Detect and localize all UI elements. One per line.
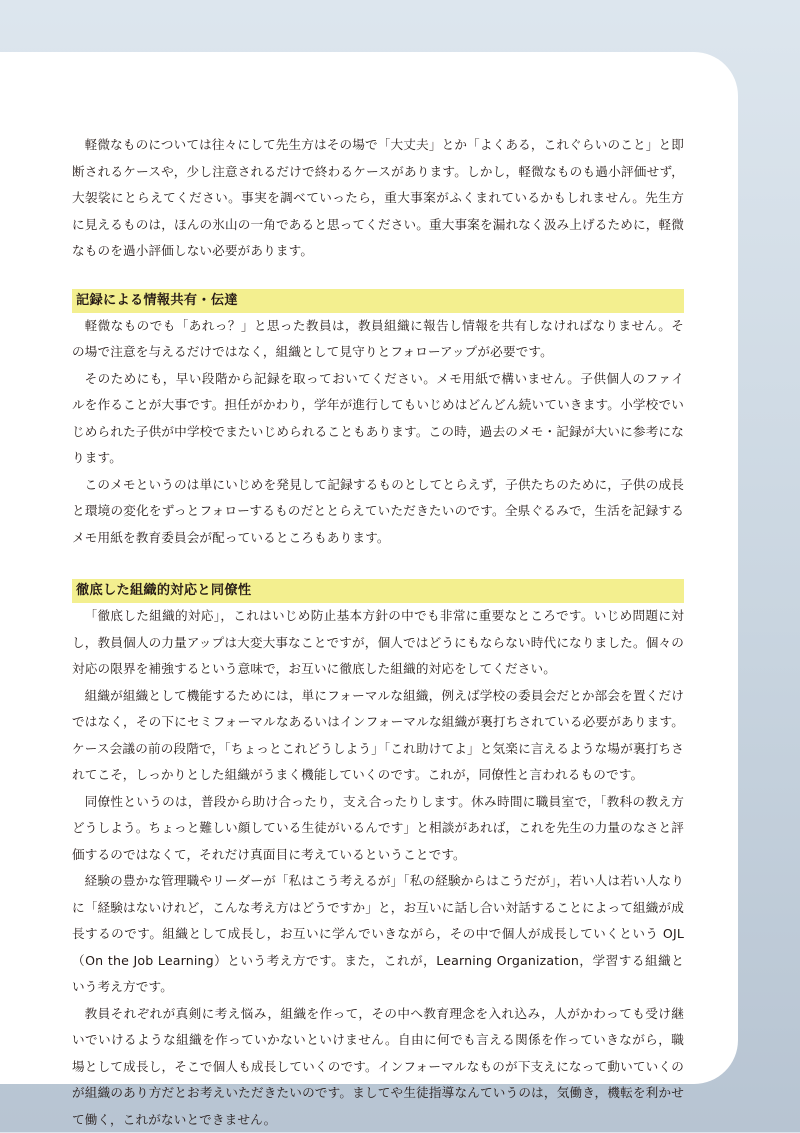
organization-paragraph-3: 同僚性というのは，普段から助け合ったり，支え合ったりします。休み時間に職員室で，「教科の教え方どうしよう。ちょっと難しい顔している生徒がいるんです」と相談があれば，これを先生の力量のなさと評価するのではなくて，それだけ真面目に考えているということです。 [72,789,684,869]
organization-paragraph-5: 教員それぞれが真剣に考え悩み，組織を作って，その中へ教育理念を入れ込み，人がかわっても受け継いでいけるような組織を作っていかないといけません。自由に何でも言える関係を作っていきながら，職場として成長し，そこで個人も成長していくのです。インフォーマルなものが下支えになって動いていくのが組織のあり方だとお考えいただきたいのです。ましてや生徒指導なんていうのは，気働き，機転を利かせて働く，これがないとできません。 [72,1001,684,1133]
section-heading-records: 記録による情報共有・伝達 [72,289,684,313]
organization-paragraph-1: 「徹底した組織的対応」，これはいじめ防止基本方針の中でも非常に重要なところです。いじめ問題に対し，教員個人の力量アップは大変大事なことですが，個人ではどうにもならない時代になりました。個々の対応の限界を補強するという意味で，お互いに徹底した組織的対応をしてください。 [72,603,684,683]
document-page [0,52,738,1084]
section-heading-organization: 徹底した組織的対応と同僚性 [72,579,684,603]
organization-paragraph-2: 組織が組織として機能するためには，単にフォーマルな組織，例えば学校の委員会だとか部会を置くだけではなく，その下にセミフォーマルなあるいはインフォーマルな組織が裏打ちされている必要があります。ケース会議の前の段階で，「ちょっとこれどうしよう」「これ助けてよ」と気楽に言えるような場が裏打ちされてこそ，しっかりとした組織がうまく機能していくのです。これが，同僚性と言われるものです。 [72,683,684,789]
organization-paragraph-4: 経験の豊かな管理職やリーダーが「私はこう考えるが」「私の経験からはこうだが」，若い人は若い人なりに「経験はないけれど，こんな考え方はどうですか」と，お互いに話し合い対話することによって組織が成長するのです。組織として成長し，お互いに学んでいきながら，その中で個人が成長していくという OJL（On the Job Learning）という考え方です。また，これが，Learning Organization，学習する組織という考え方です。 [72,868,684,1001]
records-paragraph-1: 軽微なものでも「あれっ？」と思った教員は，教員組織に報告し情報を共有しなければなりません。その場で注意を与えるだけではなく，組織として見守りとフォローアップが必要です。 [72,313,684,366]
records-paragraph-2: そのためにも，早い段階から記録を取っておいてください。メモ用紙で構いません。子供個人のファイルを作ることが大事です。担任がかわり，学年が進行してもいじめはどんどん続いていきます。小学校でいじめられた子供が中学校でまたいじめられることもあります。この時，過去のメモ・記録が大いに参考になります。 [72,366,684,472]
records-paragraph-3: このメモというのは単にいじめを発見して記録するものとしてとらえず，子供たちのために，子供の成長と環境の変化をずっとフォローするものだととらえていただきたいのです。全県ぐるみで，生活を記録するメモ用紙を教育委員会が配っているところもあります。 [72,472,684,552]
document-body [72,132,684,1133]
intro-paragraph: 軽微なものについては往々にして先生方はその場で「大丈夫」とか「よくある，これぐらいのこと」と即断されるケースや，少し注意されるだけで終わるケースがあります。しかし，軽微なものも過小評価せず，大袈裟にとらえてください。事実を調べていったら，重大事案がふくまれているかもしれません。先生方に見えるものは，ほんの氷山の一角であると思ってください。重大事案を漏れなく汲み上げるために，軽微なものを過小評価しない必要があります。 [72,132,684,265]
